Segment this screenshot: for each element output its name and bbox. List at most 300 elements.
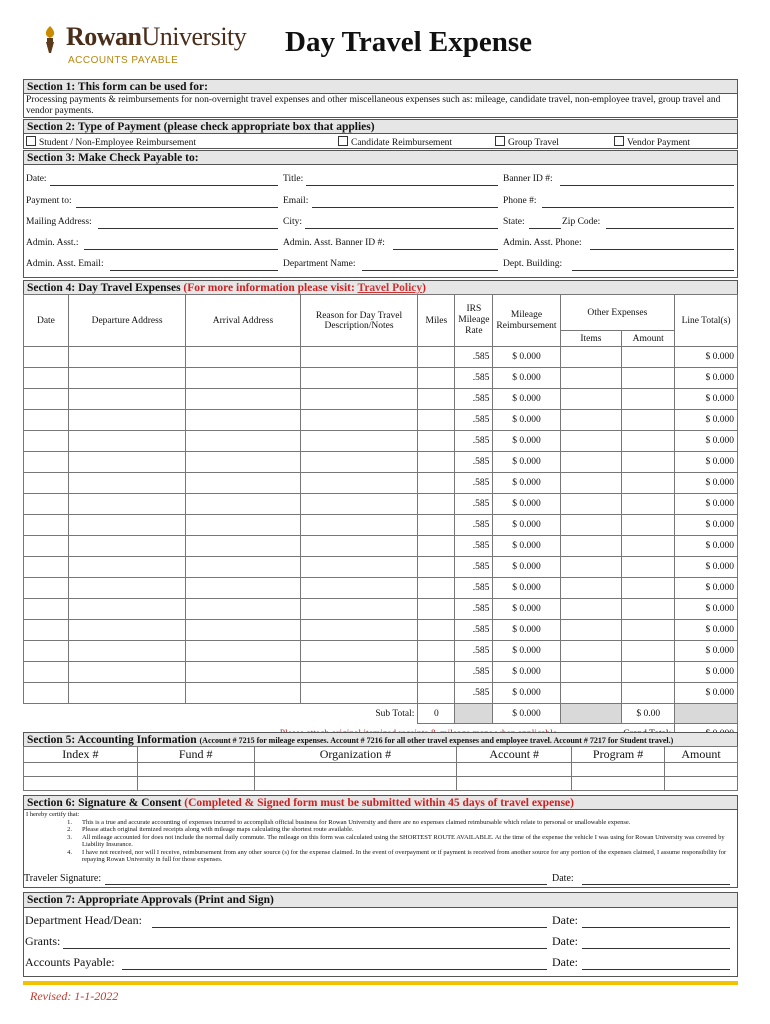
mailing-label: Mailing Address:: [26, 217, 92, 227]
expense-departure-cell[interactable]: [68, 368, 185, 389]
checkbox-student[interactable]: [26, 136, 36, 146]
dept-name-label: Department Name:: [283, 259, 356, 269]
acct-col-account: Account #: [457, 747, 572, 763]
email-label: Email:: [283, 196, 309, 206]
acct-col-program: Program #: [572, 747, 665, 763]
expense-mileage-cell: $ 0.000: [493, 641, 560, 662]
expense-departure-cell[interactable]: [68, 683, 185, 704]
expense-reason-cell[interactable]: [300, 599, 418, 620]
expense-rate-cell: .585: [455, 599, 493, 620]
expense-arrival-cell[interactable]: [186, 662, 300, 683]
expense-line-total-cell: $ 0.000: [675, 557, 738, 578]
expense-date-cell[interactable]: [24, 494, 69, 515]
expense-line-total-cell: $ 0.000: [675, 473, 738, 494]
expense-rate-cell: .585: [455, 494, 493, 515]
expense-mileage-cell: $ 0.000: [493, 662, 560, 683]
expense-item-cell[interactable]: [560, 557, 622, 578]
expense-rate-cell: .585: [455, 620, 493, 641]
expense-amount-cell[interactable]: [622, 620, 675, 641]
option-candidate[interactable]: Candidate Reimbursement: [338, 136, 452, 148]
expense-departure-cell[interactable]: [68, 347, 185, 368]
phone-field[interactable]: [542, 207, 734, 208]
ap-date-field[interactable]: [582, 969, 730, 970]
expense-mileage-cell: $ 0.000: [493, 683, 560, 704]
traveler-date-label: Date:: [552, 873, 574, 884]
department-name: ACCOUNTS PAYABLE: [68, 55, 179, 66]
expense-mileage-cell: $ 0.000: [493, 473, 560, 494]
expense-departure-cell[interactable]: [68, 662, 185, 683]
expense-reason-cell[interactable]: [300, 347, 418, 368]
expense-mileage-cell: $ 0.000: [493, 431, 560, 452]
state-field[interactable]: [529, 228, 561, 229]
expense-miles-cell[interactable]: [418, 683, 455, 704]
admin-phone-field[interactable]: [590, 249, 734, 250]
travel-policy-link[interactable]: Travel Policy: [357, 282, 423, 294]
expense-amount-cell[interactable]: [622, 641, 675, 662]
expense-date-cell[interactable]: [24, 662, 69, 683]
expense-mileage-cell: $ 0.000: [493, 515, 560, 536]
traveler-signature-field[interactable]: [105, 884, 547, 885]
acct-cell[interactable]: [457, 763, 572, 777]
subtotal-line-blank: [675, 704, 738, 724]
acct-cell[interactable]: [665, 777, 738, 791]
expense-arrival-cell[interactable]: [186, 683, 300, 704]
expense-rate-cell: .585: [455, 410, 493, 431]
checkbox-vendor[interactable]: [614, 136, 624, 146]
logo-name-bold: Rowan: [66, 22, 142, 51]
dept-head-label: Department Head/Dean:: [25, 913, 142, 927]
grants-date-label: Date:: [552, 934, 578, 948]
expense-departure-cell[interactable]: [68, 431, 185, 452]
admin-asst-field[interactable]: [84, 249, 278, 250]
date-field[interactable]: [50, 185, 278, 186]
section1-box: [23, 93, 738, 118]
expense-item-cell[interactable]: [560, 536, 622, 557]
expense-rate-cell: .585: [455, 389, 493, 410]
expense-amount-cell[interactable]: [622, 515, 675, 536]
admin-banner-field[interactable]: [393, 249, 498, 250]
checkbox-group[interactable]: [495, 136, 505, 146]
city-field[interactable]: [305, 228, 498, 229]
zip-label: Zip Code:: [562, 217, 601, 227]
col-date: Date: [24, 295, 69, 347]
expense-departure-cell[interactable]: [68, 557, 185, 578]
expense-row: [24, 599, 738, 620]
expense-departure-cell[interactable]: [68, 389, 185, 410]
expense-arrival-cell[interactable]: [186, 536, 300, 557]
expense-miles-cell[interactable]: [418, 347, 455, 368]
expense-row: [24, 620, 738, 641]
expense-arrival-cell[interactable]: [186, 368, 300, 389]
subtotal-label: Sub Total:: [24, 704, 418, 724]
payment-to-field[interactable]: [76, 207, 278, 208]
expense-miles-cell[interactable]: [418, 557, 455, 578]
section2-heading: Section 2: Type of Payment (please check appropriate box that applies): [23, 119, 738, 134]
expense-date-cell[interactable]: [24, 578, 69, 599]
expense-item-cell[interactable]: [560, 578, 622, 599]
expense-departure-cell[interactable]: [68, 578, 185, 599]
expense-arrival-cell[interactable]: [186, 494, 300, 515]
expense-miles-cell[interactable]: [418, 431, 455, 452]
phone-label: Phone #:: [503, 196, 537, 206]
acct-cell[interactable]: [254, 777, 457, 791]
expense-amount-cell[interactable]: [622, 473, 675, 494]
expense-amount-cell[interactable]: [622, 389, 675, 410]
expense-row: [24, 536, 738, 557]
expense-departure-cell[interactable]: [68, 620, 185, 641]
expense-departure-cell[interactable]: [68, 515, 185, 536]
expense-miles-cell[interactable]: [418, 368, 455, 389]
col-other-expenses: Other Expenses: [560, 295, 675, 331]
expense-reason-cell[interactable]: [300, 662, 418, 683]
expense-rate-cell: .585: [455, 641, 493, 662]
acct-cell[interactable]: [24, 763, 138, 777]
expense-rate-cell: .585: [455, 515, 493, 536]
expense-item-cell[interactable]: [560, 494, 622, 515]
expense-line-total-cell: $ 0.000: [675, 452, 738, 473]
expense-mileage-cell: $ 0.000: [493, 389, 560, 410]
expense-amount-cell[interactable]: [622, 536, 675, 557]
expense-date-cell[interactable]: [24, 536, 69, 557]
expense-date-cell[interactable]: [24, 410, 69, 431]
expense-item-cell[interactable]: [560, 452, 622, 473]
expense-row: [24, 494, 738, 515]
expense-row: [24, 431, 738, 452]
acct-cell[interactable]: [457, 777, 572, 791]
expense-line-total-cell: $ 0.000: [675, 599, 738, 620]
expense-date-cell[interactable]: [24, 473, 69, 494]
expense-line-total-cell: $ 0.000: [675, 641, 738, 662]
expense-date-cell[interactable]: [24, 452, 69, 473]
subtotal-miles: 0: [418, 704, 455, 724]
expense-amount-cell[interactable]: [622, 683, 675, 704]
expense-date-cell[interactable]: [24, 641, 69, 662]
admin-banner-label: Admin. Asst. Banner ID #:: [283, 238, 385, 248]
expense-miles-cell[interactable]: [418, 410, 455, 431]
expense-row: [24, 662, 738, 683]
expense-row: [24, 578, 738, 599]
acct-col-index: Index #: [24, 747, 138, 763]
expense-rate-cell: .585: [455, 347, 493, 368]
dept-head-date-label: Date:: [552, 913, 578, 927]
col-miles: Miles: [418, 295, 455, 347]
expense-amount-cell[interactable]: [622, 494, 675, 515]
expense-rate-cell: .585: [455, 368, 493, 389]
expense-arrival-cell[interactable]: [186, 452, 300, 473]
expense-rate-cell: .585: [455, 683, 493, 704]
expense-mileage-cell: $ 0.000: [493, 410, 560, 431]
admin-phone-label: Admin. Asst. Phone:: [503, 238, 582, 248]
col-amount: Amount: [622, 331, 675, 347]
expense-reason-cell[interactable]: [300, 452, 418, 473]
expense-row: [24, 515, 738, 536]
acct-cell[interactable]: [137, 777, 254, 791]
expense-miles-cell[interactable]: [418, 578, 455, 599]
expense-reason-cell[interactable]: [300, 431, 418, 452]
expense-amount-cell[interactable]: [622, 557, 675, 578]
col-departure: Departure Address: [68, 295, 185, 347]
col-mileage: Mileage Reimbursement: [493, 295, 560, 347]
expense-miles-cell[interactable]: [418, 494, 455, 515]
acct-cell[interactable]: [24, 777, 138, 791]
expense-miles-cell[interactable]: [418, 599, 455, 620]
expense-line-total-cell: $ 0.000: [675, 368, 738, 389]
form-title: Day Travel Expense: [285, 26, 533, 58]
traveler-date-field[interactable]: [582, 884, 730, 885]
subtotal-mileage: $ 0.000: [493, 704, 560, 724]
expense-arrival-cell[interactable]: [186, 347, 300, 368]
expense-date-cell[interactable]: [24, 389, 69, 410]
expense-item-cell[interactable]: [560, 515, 622, 536]
expense-line-total-cell: $ 0.000: [675, 578, 738, 599]
expense-mileage-cell: $ 0.000: [493, 578, 560, 599]
expense-amount-cell[interactable]: [622, 578, 675, 599]
dept-building-label: Dept. Building:: [503, 259, 563, 269]
expense-miles-cell[interactable]: [418, 662, 455, 683]
section5-heading: Section 5: Accounting Information (Account # 7215 for mileage expenses. Account # 7216 for all other travel expenses and employee travel. Account # 7217 for Student travel.): [23, 732, 738, 747]
expense-arrival-cell[interactable]: [186, 557, 300, 578]
ap-label: Accounts Payable:: [25, 955, 115, 969]
expense-reason-cell[interactable]: [300, 515, 418, 536]
expense-rate-cell: .585: [455, 557, 493, 578]
expense-rate-cell: .585: [455, 662, 493, 683]
expense-line-total-cell: $ 0.000: [675, 431, 738, 452]
expense-rate-cell: .585: [455, 452, 493, 473]
dept-building-field[interactable]: [572, 270, 734, 271]
accounting-table: [23, 746, 738, 791]
expense-row: [24, 473, 738, 494]
payment-to-label: Payment to:: [26, 196, 72, 206]
acct-cell[interactable]: [254, 763, 457, 777]
title-label: Title:: [283, 174, 304, 184]
checkbox-candidate[interactable]: [338, 136, 348, 146]
section4-heading: Section 4: Day Travel Expenses (For more information please visit: Travel Policy): [23, 280, 738, 295]
banner-id-label: Banner ID #:: [503, 174, 553, 184]
expense-miles-cell[interactable]: [418, 641, 455, 662]
ap-date-label: Date:: [552, 955, 578, 969]
admin-asst-label: Admin. Asst.:: [26, 238, 79, 248]
acct-cell[interactable]: [572, 777, 665, 791]
dept-name-field[interactable]: [362, 270, 498, 271]
expense-date-cell[interactable]: [24, 683, 69, 704]
subtotal-items-blank: [560, 704, 622, 724]
section3-box: [23, 164, 738, 278]
city-label: City:: [283, 217, 303, 227]
expense-item-cell[interactable]: [560, 662, 622, 683]
expense-amount-cell[interactable]: [622, 599, 675, 620]
subtotal-row: [24, 704, 738, 724]
expense-departure-cell[interactable]: [68, 473, 185, 494]
ap-field[interactable]: [122, 969, 547, 970]
expense-line-total-cell: $ 0.000: [675, 515, 738, 536]
expense-departure-cell[interactable]: [68, 452, 185, 473]
expense-miles-cell[interactable]: [418, 515, 455, 536]
expense-departure-cell[interactable]: [68, 641, 185, 662]
expense-arrival-cell[interactable]: [186, 620, 300, 641]
expense-reason-cell[interactable]: [300, 389, 418, 410]
expense-table: [23, 294, 738, 744]
admin-email-field[interactable]: [110, 270, 278, 271]
expense-miles-cell[interactable]: [418, 536, 455, 557]
expense-item-cell[interactable]: [560, 410, 622, 431]
option-vendor[interactable]: Vendor Payment: [614, 136, 690, 148]
subtotal-rate-blank: [455, 704, 493, 724]
revised-date: Revised: 1-1-2022: [30, 989, 119, 1003]
acct-cell[interactable]: [665, 763, 738, 777]
expense-arrival-cell[interactable]: [186, 599, 300, 620]
acct-cell[interactable]: [572, 763, 665, 777]
expense-arrival-cell[interactable]: [186, 410, 300, 431]
grants-date-field[interactable]: [582, 948, 730, 949]
section6-heading: Section 6: Signature & Consent (Completed & Signed form must be submitted within 45 days of travel expense): [23, 795, 738, 810]
expense-date-cell[interactable]: [24, 368, 69, 389]
consent-item: 3. All mileage accounted for does not include the normal daily commute. The mileage on this form was calculated using the SHORTEST ROUTE AVAILABLE. At the time of the expense the vehicle I was using for Rowan University was covered by Liability Insurance.: [67, 833, 725, 848]
expense-item-cell[interactable]: [560, 347, 622, 368]
expense-date-cell[interactable]: [24, 347, 69, 368]
expense-row: [24, 389, 738, 410]
state-label: State:: [503, 217, 525, 227]
expense-reason-cell[interactable]: [300, 641, 418, 662]
expense-item-cell[interactable]: [560, 389, 622, 410]
col-irs-rate: IRS Mileage Rate: [455, 295, 493, 347]
acct-cell[interactable]: [137, 763, 254, 777]
expense-arrival-cell[interactable]: [186, 515, 300, 536]
dept-head-date-field[interactable]: [582, 927, 730, 928]
title-field[interactable]: [306, 185, 498, 186]
logo-name-rest: University: [141, 22, 247, 51]
expense-line-total-cell: $ 0.000: [675, 662, 738, 683]
expense-line-total-cell: $ 0.000: [675, 620, 738, 641]
acct-col-fund: Fund #: [137, 747, 254, 763]
expense-item-cell[interactable]: [560, 641, 622, 662]
section1-text: Processing payments & reimbursements for non-overnight travel expenses and other miscellaneous expenses such as: mileage, candidate travel, non-employee travel, group travel and vendor payments.: [26, 95, 721, 116]
expense-reason-cell[interactable]: [300, 536, 418, 557]
expense-departure-cell[interactable]: [68, 410, 185, 431]
expense-miles-cell[interactable]: [418, 473, 455, 494]
expense-reason-cell[interactable]: [300, 368, 418, 389]
certify-line: I hereby certify that:: [26, 811, 80, 818]
expense-departure-cell[interactable]: [68, 536, 185, 557]
expense-amount-cell[interactable]: [622, 662, 675, 683]
subtotal-other: $ 0.00: [622, 704, 675, 724]
expense-arrival-cell[interactable]: [186, 578, 300, 599]
expense-row: [24, 452, 738, 473]
expense-amount-cell[interactable]: [622, 410, 675, 431]
expense-arrival-cell[interactable]: [186, 641, 300, 662]
expense-reason-cell[interactable]: [300, 683, 418, 704]
expense-row: [24, 410, 738, 431]
section1-heading: Section 1: This form can be used for:: [23, 79, 738, 94]
grants-label: Grants:: [25, 934, 61, 948]
expense-departure-cell[interactable]: [68, 599, 185, 620]
torch-icon: [38, 24, 62, 54]
consent-item: 4. I have not received, nor will I receive, reimbursement from any other source (s) for the expense claimed. In the event of overpayment or if payment is received from another source for any portion of the expenses claimed, I assume responsibility for repaying Rowan University in full for those expenses.: [67, 848, 727, 863]
expense-amount-cell[interactable]: [622, 431, 675, 452]
section6-box: [23, 809, 738, 888]
expense-miles-cell[interactable]: [418, 620, 455, 641]
expense-amount-cell[interactable]: [622, 347, 675, 368]
expense-item-cell[interactable]: [560, 599, 622, 620]
expense-reason-cell[interactable]: [300, 557, 418, 578]
expense-row: [24, 557, 738, 578]
email-field[interactable]: [312, 207, 498, 208]
expense-arrival-cell[interactable]: [186, 431, 300, 452]
expense-item-cell[interactable]: [560, 431, 622, 452]
expense-miles-cell[interactable]: [418, 452, 455, 473]
acct-col-org: Organization #: [254, 747, 457, 763]
expense-arrival-cell[interactable]: [186, 473, 300, 494]
col-reason: Reason for Day Travel Description/Notes: [300, 295, 418, 347]
zip-field[interactable]: [606, 228, 734, 229]
expense-mileage-cell: $ 0.000: [493, 347, 560, 368]
expense-item-cell[interactable]: [560, 473, 622, 494]
expense-departure-cell[interactable]: [68, 494, 185, 515]
acct-col-amount: Amount: [665, 747, 738, 763]
expense-mileage-cell: $ 0.000: [493, 620, 560, 641]
expense-mileage-cell: $ 0.000: [493, 557, 560, 578]
expense-item-cell[interactable]: [560, 368, 622, 389]
expense-amount-cell[interactable]: [622, 368, 675, 389]
option-student[interactable]: Student / Non-Employee Reimbursement: [26, 136, 196, 148]
grants-field[interactable]: [63, 948, 547, 949]
expense-mileage-cell: $ 0.000: [493, 599, 560, 620]
date-label: Date:: [26, 174, 47, 184]
option-group[interactable]: Group Travel: [495, 136, 559, 148]
dept-head-field[interactable]: [152, 927, 547, 928]
expense-reason-cell[interactable]: [300, 494, 418, 515]
expense-rate-cell: .585: [455, 431, 493, 452]
expense-reason-cell[interactable]: [300, 578, 418, 599]
expense-reason-cell[interactable]: [300, 410, 418, 431]
expense-date-cell[interactable]: [24, 431, 69, 452]
expense-date-cell[interactable]: [24, 557, 69, 578]
expense-mileage-cell: $ 0.000: [493, 368, 560, 389]
expense-rate-cell: .585: [455, 473, 493, 494]
mailing-field[interactable]: [98, 228, 278, 229]
consent-item: 1. This is a true and accurate accounting of expenses incurred to accomplish official business for Rowan University and there are no expenses claimed reimbursable which relate to personal or unallowable expense.: [67, 818, 631, 826]
expense-amount-cell[interactable]: [622, 452, 675, 473]
expense-rate-cell: .585: [455, 536, 493, 557]
expense-miles-cell[interactable]: [418, 389, 455, 410]
expense-line-total-cell: $ 0.000: [675, 536, 738, 557]
expense-mileage-cell: $ 0.000: [493, 452, 560, 473]
expense-arrival-cell[interactable]: [186, 389, 300, 410]
expense-reason-cell[interactable]: [300, 620, 418, 641]
expense-item-cell[interactable]: [560, 683, 622, 704]
expense-date-cell[interactable]: [24, 599, 69, 620]
admin-email-label: Admin. Asst. Email:: [26, 259, 104, 269]
expense-date-cell[interactable]: [24, 515, 69, 536]
traveler-signature-label: Traveler Signature:: [24, 873, 102, 884]
expense-line-total-cell: $ 0.000: [675, 494, 738, 515]
logo: [38, 22, 248, 70]
expense-mileage-cell: $ 0.000: [493, 536, 560, 557]
section3-heading: Section 3: Make Check Payable to:: [23, 150, 738, 165]
col-items: Items: [560, 331, 622, 347]
expense-row: [24, 641, 738, 662]
consent-text: [24, 810, 737, 865]
banner-id-field[interactable]: [560, 185, 734, 186]
expense-line-total-cell: $ 0.000: [675, 683, 738, 704]
consent-item: 2. Please attach original itemized receipts along with mileage maps calculating the shortest route available.: [67, 826, 354, 833]
expense-item-cell[interactable]: [560, 620, 622, 641]
expense-reason-cell[interactable]: [300, 473, 418, 494]
expense-line-total-cell: $ 0.000: [675, 347, 738, 368]
expense-line-total-cell: $ 0.000: [675, 389, 738, 410]
col-arrival: Arrival Address: [186, 295, 300, 347]
expense-date-cell[interactable]: [24, 620, 69, 641]
expense-rate-cell: .585: [455, 578, 493, 599]
